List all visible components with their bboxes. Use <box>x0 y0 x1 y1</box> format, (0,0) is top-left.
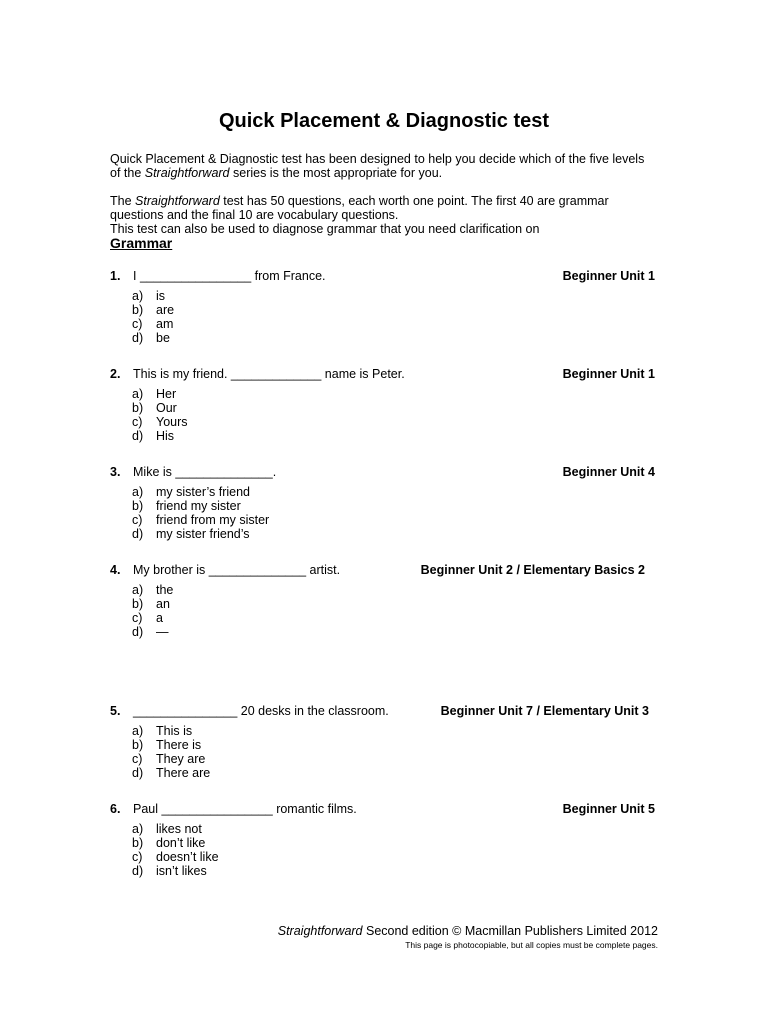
section-heading-grammar: Grammar <box>110 235 173 251</box>
option-a <box>132 724 332 738</box>
options-list <box>132 289 332 345</box>
option-a <box>132 822 332 836</box>
option-text: There is <box>156 738 202 752</box>
options-list <box>132 724 332 780</box>
option-c <box>132 513 332 527</box>
intro-paragraph-1 <box>110 152 650 180</box>
option-d <box>132 331 332 345</box>
option-text: am <box>156 317 174 331</box>
option-c <box>132 611 332 625</box>
option-b <box>132 836 332 850</box>
question-number: 2. <box>110 367 121 381</box>
question-5 <box>110 704 655 780</box>
option-c <box>132 415 332 429</box>
series-name: Straightforward <box>144 166 230 180</box>
option-a <box>132 387 332 401</box>
question-unit: Beginner Unit 7 / Elementary Unit 3 <box>440 704 649 718</box>
option-text: There are <box>156 766 211 780</box>
option-letter: c) <box>132 850 143 864</box>
option-letter: d) <box>132 864 144 878</box>
option-letter: b) <box>132 836 144 850</box>
question-2 <box>110 367 655 443</box>
option-text: don’t like <box>156 836 206 850</box>
option-letter: d) <box>132 527 144 541</box>
option-text: friend my sister <box>156 499 241 513</box>
option-letter: d) <box>132 429 144 443</box>
option-c <box>132 850 332 864</box>
question-number: 4. <box>110 563 121 577</box>
option-b <box>132 738 332 752</box>
option-letter: a) <box>132 724 144 738</box>
option-letter: d) <box>132 625 144 639</box>
question-4 <box>110 563 655 639</box>
question-number: 6. <box>110 802 121 816</box>
option-b <box>132 499 332 513</box>
option-text: is <box>156 289 166 303</box>
options-list <box>132 485 332 541</box>
question-text: _______________ 20 desks in the classroom. <box>133 704 389 718</box>
option-c <box>132 752 332 766</box>
option-c <box>132 317 332 331</box>
question-text: Mike is ______________. <box>133 465 277 479</box>
option-letter: b) <box>132 597 144 611</box>
option-text: Yours <box>156 415 188 429</box>
footer-copyright-text: Second edition © Macmillan Publishers Limited 2012 <box>362 924 658 938</box>
intro-p2-text: The <box>110 194 136 208</box>
intro-paragraph-3: This test can also be used to diagnose grammar that you need clarification on <box>110 222 540 236</box>
option-letter: c) <box>132 317 143 331</box>
option-d <box>132 766 332 780</box>
option-letter: b) <box>132 499 144 513</box>
question-number: 3. <box>110 465 121 479</box>
option-letter: a) <box>132 822 144 836</box>
question-text: My brother is ______________ artist. <box>133 563 341 577</box>
intro-paragraph-2 <box>110 194 650 222</box>
option-b <box>132 401 332 415</box>
option-d <box>132 429 332 443</box>
intro-p1-text-end: series is the most appropriate for you. <box>229 166 443 180</box>
option-text: His <box>156 429 175 443</box>
question-text: I ________________ from France. <box>133 269 326 283</box>
option-letter: d) <box>132 766 144 780</box>
question-text: Paul ________________ romantic films. <box>133 802 357 816</box>
intro-p2-text-end: test has 50 questions, each worth one point. The first 40 are grammar questions and the final 10 are vocabulary questions. <box>110 194 609 222</box>
question-number: 1. <box>110 269 121 283</box>
option-letter: c) <box>132 513 143 527</box>
option-letter: a) <box>132 583 144 597</box>
question-number: 5. <box>110 704 121 718</box>
option-b <box>132 597 332 611</box>
copyright-line <box>278 924 658 938</box>
option-letter: b) <box>132 738 144 752</box>
options-list <box>132 387 332 443</box>
footer-series-name: Straightforward <box>277 924 363 938</box>
option-d <box>132 527 332 541</box>
option-letter: d) <box>132 331 144 345</box>
option-letter: b) <box>132 401 144 415</box>
option-letter: a) <box>132 289 144 303</box>
series-name: Straightforward <box>135 194 220 208</box>
option-letter: c) <box>132 752 143 766</box>
question-6 <box>110 802 655 878</box>
option-text: are <box>156 303 175 317</box>
option-d <box>132 864 332 878</box>
option-text: friend from my sister <box>156 513 270 527</box>
page-title: Quick Placement & Diagnostic test <box>218 110 550 132</box>
option-letter: a) <box>132 485 144 499</box>
option-text: likes not <box>156 822 202 836</box>
option-text: They are <box>156 752 206 766</box>
option-text: doesn’t like <box>156 850 219 864</box>
option-a <box>132 289 332 303</box>
option-text: an <box>156 597 170 611</box>
question-unit: Beginner Unit 1 <box>562 367 655 381</box>
option-a <box>132 485 332 499</box>
option-text: the <box>156 583 174 597</box>
question-unit: Beginner Unit 1 <box>562 269 655 283</box>
options-list <box>132 583 332 639</box>
intro-p1-text: Quick Placement & Diagnostic test has been designed to help you decide which of the five levels of the <box>110 152 645 180</box>
options-list <box>132 822 332 878</box>
option-letter: b) <box>132 303 144 317</box>
option-text: Her <box>156 387 177 401</box>
option-text: a <box>156 611 163 625</box>
question-3 <box>110 465 655 541</box>
option-a <box>132 583 332 597</box>
question-unit: Beginner Unit 2 / Elementary Basics 2 <box>420 563 645 577</box>
option-text: my sister’s friend <box>156 485 251 499</box>
option-text: isn’t likes <box>156 864 207 878</box>
question-unit: Beginner Unit 5 <box>562 802 655 816</box>
question-1 <box>110 269 655 345</box>
option-letter: c) <box>132 415 143 429</box>
option-text: be <box>156 331 170 345</box>
photocopy-note: This page is photocopiable, but all copies must be complete pages. <box>405 940 658 950</box>
option-text: Our <box>156 401 177 415</box>
option-d <box>132 625 332 639</box>
question-text: This is my friend. _____________ name is Peter. <box>133 367 405 381</box>
option-letter: a) <box>132 387 144 401</box>
option-b <box>132 303 332 317</box>
option-text: This is <box>156 724 193 738</box>
question-unit: Beginner Unit 4 <box>562 465 655 479</box>
option-text: — <box>156 625 169 639</box>
option-text: my sister friend’s <box>156 527 250 541</box>
option-letter: c) <box>132 611 143 625</box>
